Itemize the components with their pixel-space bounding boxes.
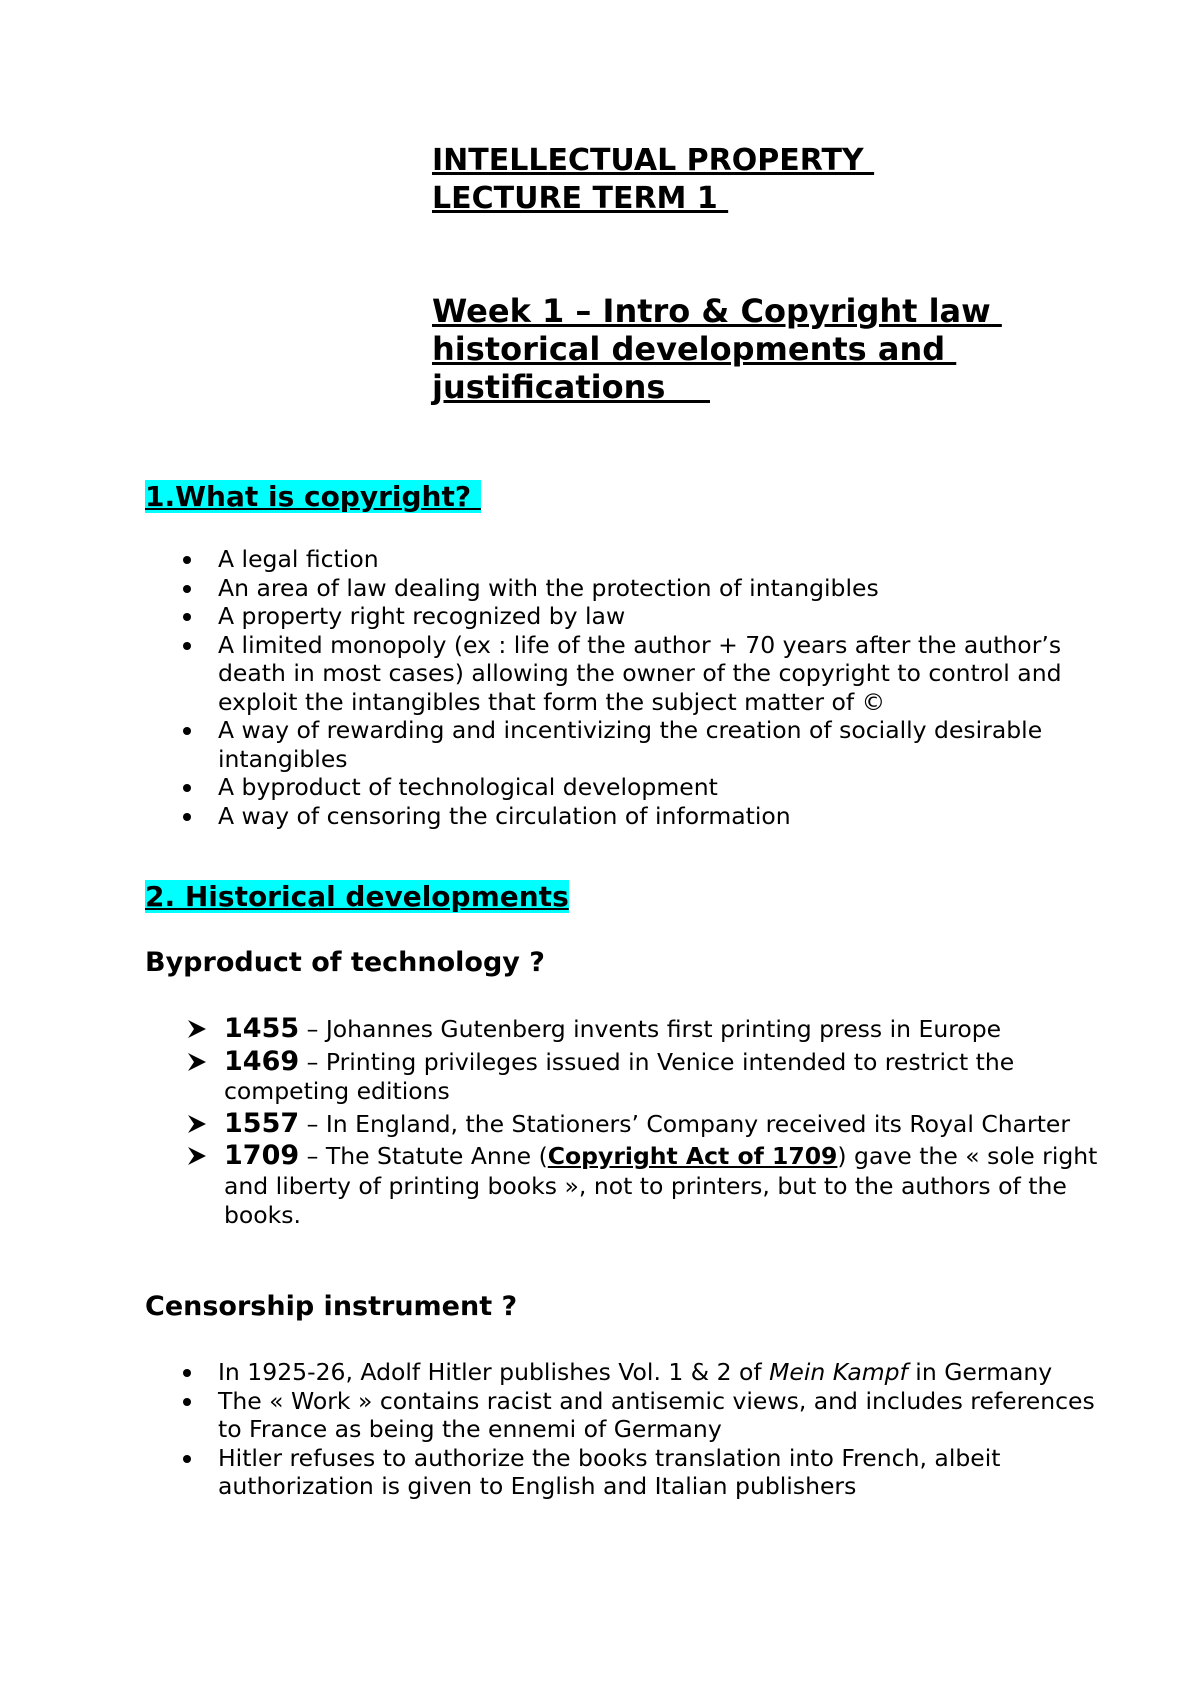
arrowhead-bullet-icon xyxy=(186,1018,208,1040)
timeline-year: 1709 xyxy=(224,1140,300,1171)
timeline-item: 1469 – Printing privileges issued in Venice intended to restrict the competing editions xyxy=(0,1047,1120,1107)
list-item-text: A legal fiction xyxy=(218,545,379,573)
section-1-heading-text: 1.What is copyright? xyxy=(145,480,481,513)
list-item xyxy=(0,545,1120,574)
timeline-item: 1709 – The Statute Anne (Copyright Act of 1709) gave the « sole right and liberty of printing books », not to printers, but to the authors of the books. xyxy=(0,1141,1120,1231)
arrowhead-bullet-icon xyxy=(186,1051,208,1073)
timeline-list xyxy=(0,1014,1120,1233)
book-title: Mein Kampf xyxy=(769,1358,908,1386)
timeline-year: 1455 xyxy=(224,1013,300,1044)
section-2-heading-text: 2. Historical developments xyxy=(145,880,569,913)
bullet-icon xyxy=(183,784,191,792)
subheading-censorship-instrument: Censorship instrument ? xyxy=(145,1291,518,1322)
list-item-text: A way of rewarding and incentivizing the creation of socially desirable intangibles xyxy=(218,716,1043,773)
bullet-icon xyxy=(183,1455,191,1463)
list-item xyxy=(0,1387,1120,1444)
list-item-text: The « Work » contains racist and antisemic views, and includes references to France as being the ennemi of Germany xyxy=(218,1386,1095,1443)
list-item xyxy=(0,1358,1120,1387)
list-item xyxy=(0,631,1120,717)
bullet-icon xyxy=(183,727,191,735)
list-item-text: A limited monopoly (ex : life of the author + 70 years after the author’s death in most cases) allowing the owner of the copyright to control and exploit the intangibles that form the subject matter of © xyxy=(218,630,1062,716)
document-title xyxy=(432,142,1132,218)
week-heading xyxy=(432,292,1132,406)
bullet-icon xyxy=(183,813,191,821)
copyright-act-link[interactable]: Copyright Act of 1709 xyxy=(547,1142,838,1170)
timeline-text: In England, the Stationers’ Company received its Royal Charter xyxy=(325,1109,1071,1138)
list-item xyxy=(0,574,1120,603)
list-item xyxy=(0,716,1120,773)
list-item xyxy=(0,773,1120,802)
section-2-heading xyxy=(145,880,569,914)
bullet-icon xyxy=(183,585,191,593)
list-item-text: An area of law dealing with the protection of intangibles xyxy=(218,573,879,602)
list-item-text: A property right recognized by law xyxy=(218,602,626,630)
list-item-text: In 1925-26, Adolf Hitler publishes Vol. 1 & 2 of xyxy=(218,1358,770,1386)
arrowhead-bullet-icon xyxy=(186,1113,208,1135)
subheading-byproduct-of-technology: Byproduct of technology ? xyxy=(145,947,545,978)
title-line-1: INTELLECTUAL PROPERTY xyxy=(432,143,875,178)
title-line-2: LECTURE TERM 1 xyxy=(432,181,729,216)
censorship-list xyxy=(0,1358,1120,1501)
timeline-item: 1557 – In England, the Stationers’ Company received its Royal Charter xyxy=(0,1109,1120,1140)
week-heading-line-1: Week 1 – Intro & Copyright law xyxy=(432,292,1002,330)
timeline-text: Printing privileges issued in Venice intended to restrict the competing editions xyxy=(224,1047,1015,1105)
week-heading-line-2: historical developments and xyxy=(432,330,957,368)
timeline-year: 1557 xyxy=(224,1107,300,1139)
week-heading-line-3: justifications xyxy=(432,368,710,406)
timeline-year: 1469 xyxy=(224,1045,300,1077)
list-item-text: Hitler refuses to authorize the books translation into French, albeit authorization is given to English and Italian publishers xyxy=(218,1443,1001,1500)
bullet-icon xyxy=(183,1369,191,1377)
section-1-list xyxy=(0,545,1120,830)
list-item xyxy=(0,802,1120,831)
arrowhead-bullet-icon xyxy=(186,1145,208,1167)
bullet-icon xyxy=(183,556,191,564)
timeline-text: The Statute Anne ( xyxy=(325,1142,548,1170)
timeline-text: Johannes Gutenberg invents first printing press in Europe xyxy=(325,1015,1002,1043)
bullet-icon xyxy=(183,613,191,621)
list-item-text: A way of censoring the circulation of information xyxy=(218,801,791,830)
bullet-icon xyxy=(183,1398,191,1406)
list-item xyxy=(0,1444,1120,1501)
list-item-text: A byproduct of technological development xyxy=(218,773,718,801)
list-item-text: in Germany xyxy=(907,1358,1053,1386)
list-item xyxy=(0,602,1120,631)
section-1-heading xyxy=(145,480,481,514)
bullet-icon xyxy=(183,642,191,650)
timeline-item: 1455 – Johannes Gutenberg invents first printing press in Europe xyxy=(0,1014,1120,1045)
timeline-text: ) gave the « sole right and liberty of printing books », not to printers, but to the authors of the books. xyxy=(224,1142,1098,1229)
